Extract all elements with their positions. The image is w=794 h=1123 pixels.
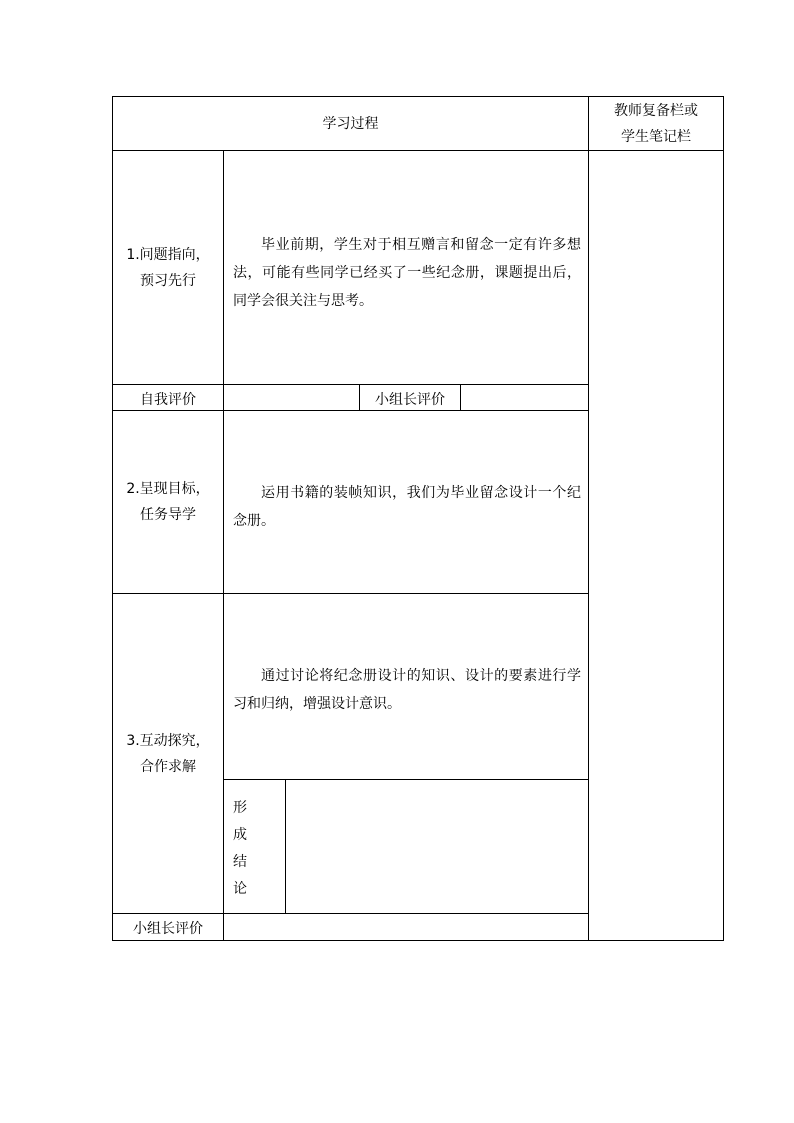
section3-label <box>113 594 223 913</box>
conclusion-char-2: 成 <box>233 827 247 843</box>
eval-divider-2 <box>460 384 461 411</box>
section2-label-line1: 2.呈现目标， <box>126 481 210 497</box>
section1-label-line2: 预习先行 <box>140 272 196 289</box>
section2-text: 运用书籍的装帧知识，我们为毕业留念设计一个纪念册。 <box>233 485 581 529</box>
section3-text: 通过讨论将纪念册设计的知识、设计的要素进行学习和归纳，增强设计意识。 <box>233 668 581 712</box>
section3-label-line2: 合作求解 <box>140 758 196 775</box>
section3-label-line1: 3.互动探究， <box>126 732 210 749</box>
header-notes-line2: 学生笔记栏 <box>621 128 691 145</box>
section1-label-line1: 1.问题指向， <box>126 246 210 263</box>
header-notes <box>589 97 723 150</box>
section2-label <box>113 411 223 593</box>
section1-text: 毕业前期，学生对于相互赠言和留念一定有许多想法，可能有些同学已经买了一些纪念册，课题提出后，同学会很关注与思考。 <box>233 237 581 309</box>
conclusion-char-4: 论 <box>233 881 247 897</box>
section1-bottom-line <box>112 384 588 385</box>
label-column-line <box>223 150 224 941</box>
leader-evaluation-label: 小组长评价 <box>375 392 445 408</box>
footer-leader-evaluation-label: 小组长评价 <box>133 921 203 937</box>
section3-bottom-line <box>112 913 588 914</box>
conclusion-top-line <box>223 779 588 780</box>
conclusion-char-3: 结 <box>233 854 247 870</box>
self-evaluation-label: 自我评价 <box>140 392 196 408</box>
header-process: 学习过程 <box>322 115 379 132</box>
section1-label <box>113 151 223 384</box>
border-right <box>723 96 724 941</box>
conclusion-char-1: 形 <box>233 800 247 816</box>
border-bottom <box>112 940 724 941</box>
section2-label-line2: 任务导学 <box>140 507 196 523</box>
conclusion-divider <box>285 779 286 914</box>
header-notes-line1: 教师复备栏或 <box>614 102 698 119</box>
conclusion-label <box>230 795 250 903</box>
notes-column-line <box>588 96 589 941</box>
